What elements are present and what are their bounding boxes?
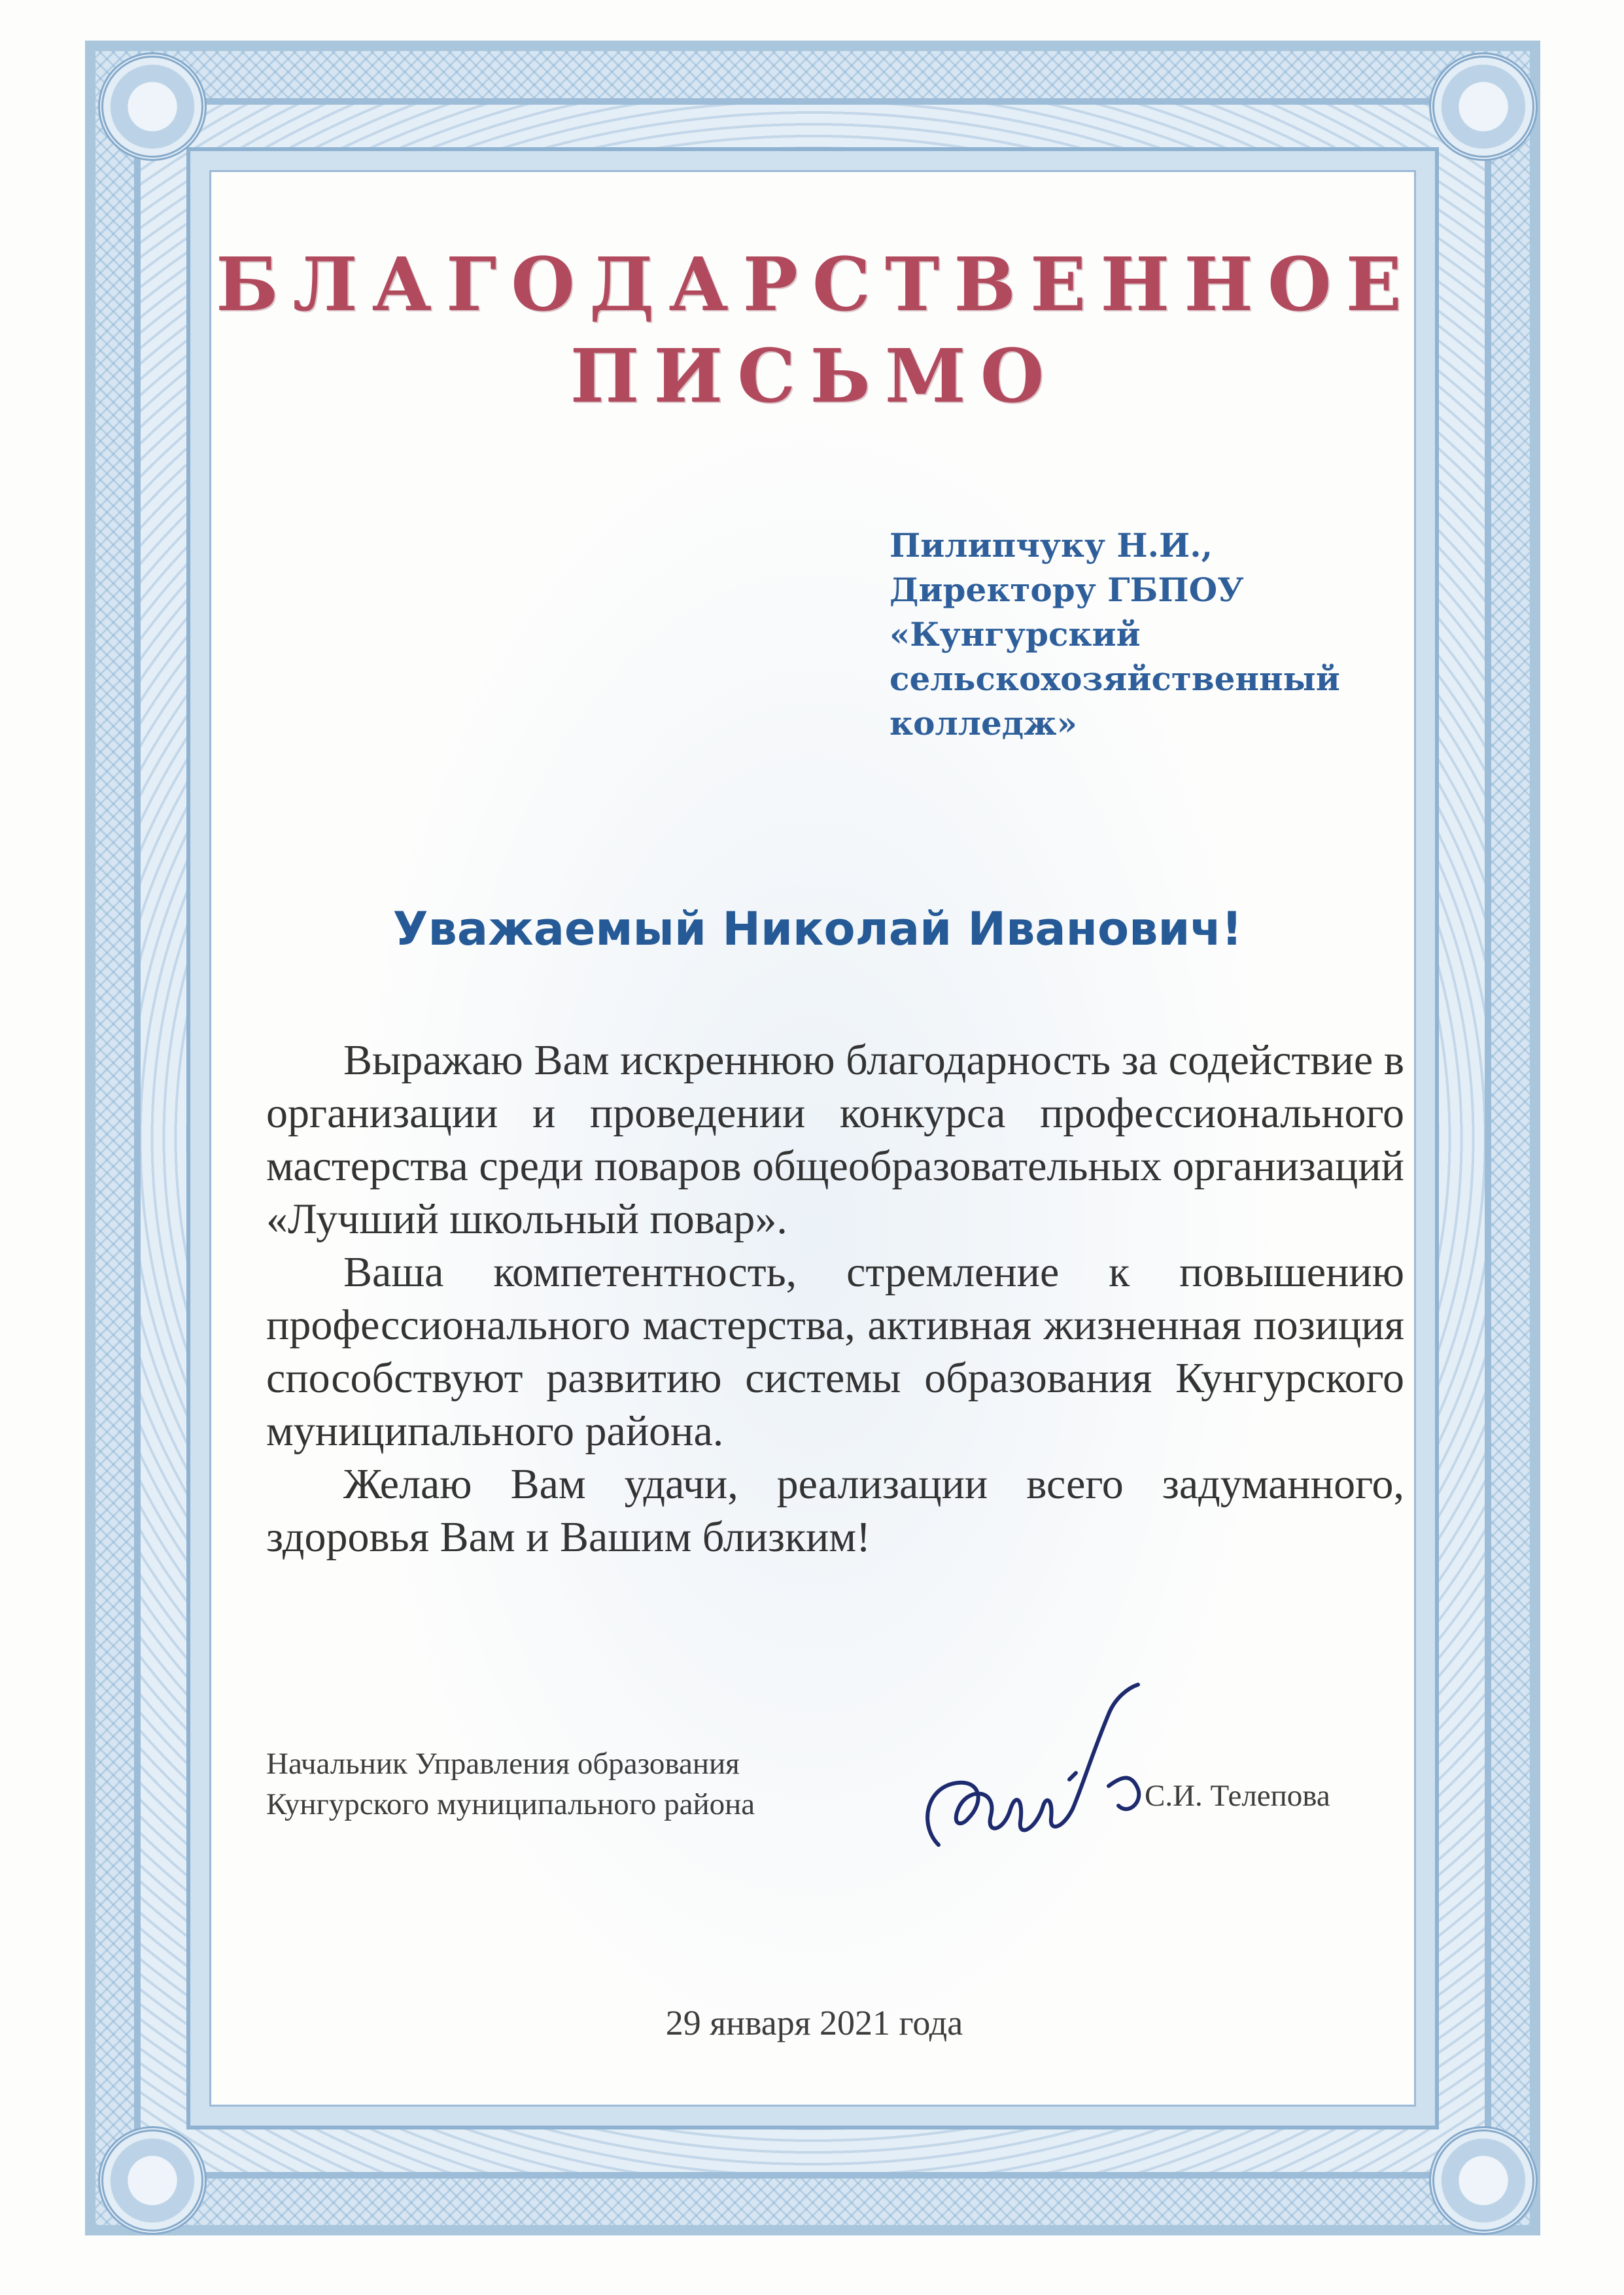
letter-body-text xyxy=(266,1034,1404,1564)
signatory-name: С.И. Телепова xyxy=(1145,1779,1330,1813)
body-paragraph: Выражаю Вам искреннюю благодарность за содействие в организации и проведении конкурса профессионального мастерства среди поваров общеобразовательных организаций «Лучший школьный повар». xyxy=(266,1036,1404,1243)
salutation: Уважаемый Николай Иванович! xyxy=(392,902,1243,956)
body-paragraph: Желаю Вам удачи, реализации всего задуманного, здоровья Вам и Вашим близким! xyxy=(266,1460,1404,1561)
addressee-line: колледж» xyxy=(890,704,1077,743)
letter-title-line-2: ПИСЬМО xyxy=(570,334,1059,419)
addressee-line: «Кунгурский xyxy=(890,615,1141,654)
letter-date: 29 января 2021 года xyxy=(665,2003,963,2042)
addressee-line: Пилипчуку Н.И., xyxy=(890,526,1213,565)
handwritten-signature-icon xyxy=(912,1675,1194,1871)
signatory-position xyxy=(266,1743,920,1825)
addressee-line: Директору ГБПОУ xyxy=(890,570,1244,609)
addressee-block xyxy=(890,523,1426,746)
letter-title-line-1: БЛАГОДАРСТВЕННОЕ xyxy=(216,242,1416,328)
body-paragraph: Ваша компетентность, стремление к повышению профессионального мастерства, активная жизненная позиция способствуют развитию системы образования Кунгурского муниципального района. xyxy=(266,1248,1404,1455)
signatory-position-line: Начальник Управления образования xyxy=(266,1747,740,1781)
addressee-line: сельскохозяйственный xyxy=(890,659,1340,698)
signatory-position-line: Кунгурского муниципального района xyxy=(266,1787,755,1821)
